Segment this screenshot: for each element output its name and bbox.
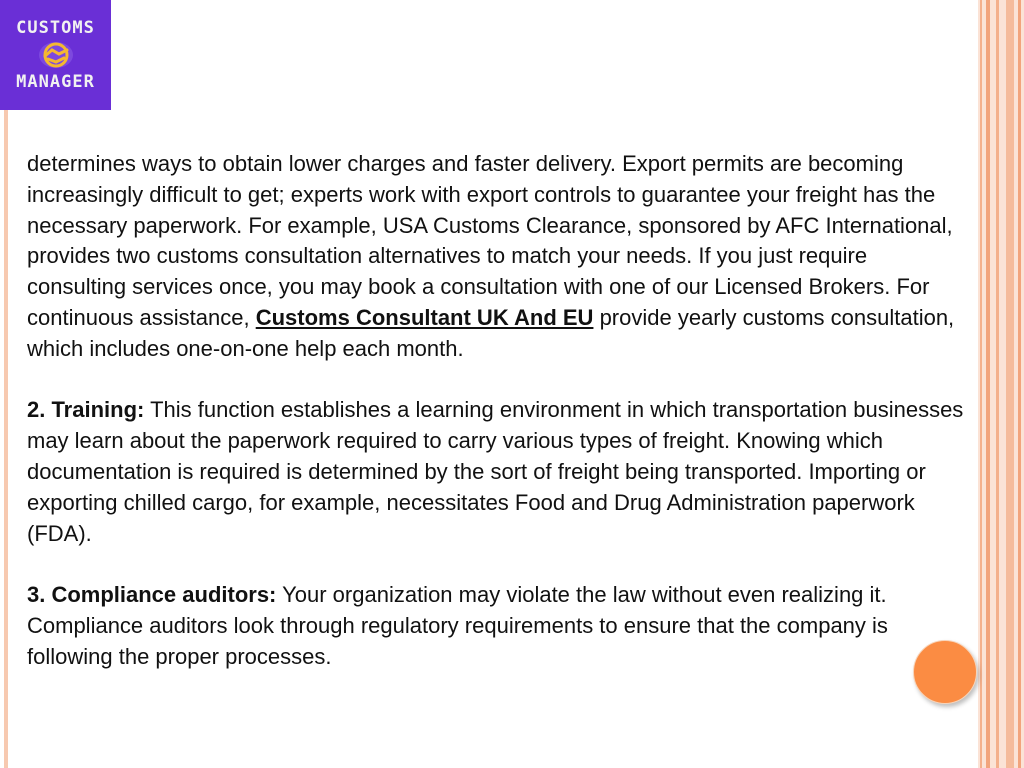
section-heading-compliance: 3. Compliance auditors: [27, 582, 277, 608]
paragraph-compliance [27, 580, 972, 672]
orange-circle-decoration [913, 640, 977, 704]
paragraph-text: Your organization may violate the law without even realizing it. Compliance auditors look through regulatory requirements to ensure that the company is following the proper processes. [27, 582, 888, 669]
decor-stripe [980, 0, 982, 768]
slide-body [27, 149, 972, 703]
decor-stripe [996, 0, 999, 768]
paragraph-text: determines ways to obtain lower charges and faster delivery. Export permits are becoming increasingly difficult to get; experts work with export controls to guarantee your freight has the necessary paperwork. For example, USA Customs Clearance, sponsored by AFC International, provides two customs consultation alternatives to match your needs. If you just require consulting services once, you may book a consultation with one of our Licensed Brokers. For continuous assistance, [27, 151, 953, 330]
decor-stripe [986, 0, 990, 768]
customs-manager-logo[interactable] [0, 0, 111, 110]
logo-text-bottom: MANAGER [16, 72, 95, 92]
handshake-globe-icon [37, 40, 75, 70]
paragraph-training [27, 395, 972, 549]
paragraph-consultation [27, 149, 972, 365]
decor-stripe [1018, 0, 1021, 768]
customs-consultant-link[interactable]: Customs Consultant UK And EU [255, 304, 594, 330]
decor-stripe [1006, 0, 1014, 768]
paragraph-text: This function establishes a learning environment in which transportation businesses may learn about the paperwork required to carry various types of freight. Knowing which documentation is required is determined by the sort of freight being transported. Importing or exporting chilled cargo, for example, necessitates Food and Drug Administration paperwork (FDA). [27, 397, 964, 546]
section-heading-training: 2. Training: [27, 397, 145, 423]
logo-text-top: CUSTOMS [16, 18, 95, 38]
paragraph-text: provide yearly customs consultation, which includes one-on-one help each month. [27, 304, 955, 361]
left-accent-bar [4, 110, 8, 768]
